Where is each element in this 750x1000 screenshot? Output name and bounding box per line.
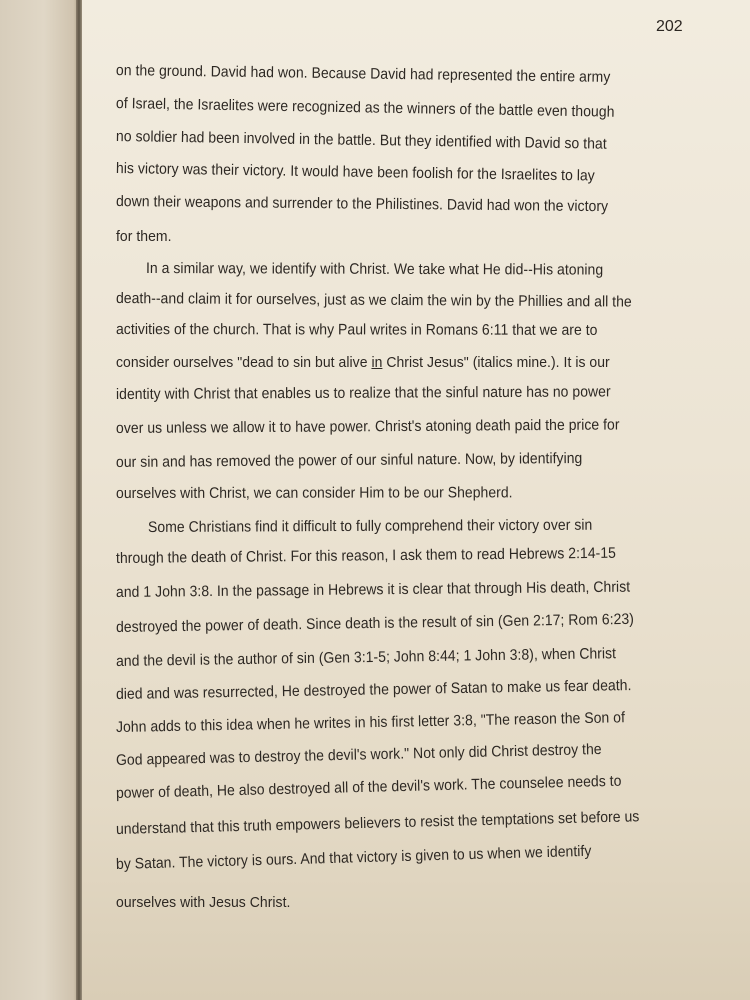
text-segment: Christ Jesus" (italics mine.). It is our — [382, 354, 610, 371]
text-line: and the devil is the author of sin (Gen 3:1-5; John 8:44; 1 John 3:8), when Christ — [115, 645, 617, 670]
text-line: understand that this truth empowers believers to resist the temptations set before us — [115, 808, 640, 838]
text-line: of Israel, the Israelites were recognized as the winners of the battle even though — [115, 95, 615, 121]
text-line: identity with Christ that enables us to realize that the sinful nature has no power — [115, 383, 611, 403]
text-line: through the death of Christ. For this reason, I ask them to read Hebrews 2:14-15 — [115, 544, 617, 567]
text-line: over us unless we allow it to have power. Christ's atoning death paid the price for — [115, 416, 620, 437]
text-line: Some Christians find it difficult to fully comprehend their victory over sin — [147, 516, 593, 536]
text-line — [116, 354, 610, 371]
page-number: 202 — [656, 18, 683, 35]
text-line: died and was resurrected, He destroyed the power of Satan to make us fear death. — [115, 677, 632, 703]
text-line: by Satan. The victory is ours. And that victory is given to us when we identify — [115, 842, 592, 873]
text-segment: consider ourselves "dead to sin but alive — [116, 354, 372, 371]
text-line: our sin and has removed the power of our sinful nature. Now, by identifying — [115, 449, 583, 471]
text-line: ourselves with Christ, we can consider Him to be our Shepherd. — [115, 484, 513, 502]
text-line: God appeared was to destroy the devil's work." Not only did Christ destroy the — [115, 740, 602, 769]
text-line: John adds to this idea when he writes in his first letter 3:8, "The reason the Son of — [115, 709, 626, 736]
underlined-word: in — [371, 354, 383, 371]
text-line: for them. — [116, 228, 172, 245]
text-line: his victory was their victory. It would have been foolish for the Israelites to lay — [115, 160, 595, 185]
text-line: destroyed the power of death. Since death is the result of sin (Gen 2:17; Rom 6:23) — [115, 610, 635, 636]
text-line: activities of the church. That is why Paul writes in Romans 6:11 that we are to — [115, 321, 598, 339]
text-line: down their weapons and surrender to the Philistines. David had won the victory — [115, 193, 609, 216]
text-line: no soldier had been involved in the battle. But they identified with David so that — [115, 128, 607, 153]
text-line: ourselves with Jesus Christ. — [116, 894, 291, 911]
left-page-edge — [0, 0, 80, 1000]
text-line: on the ground. David had won. Because David had represented the entire army — [115, 62, 611, 86]
text-line: death--and claim it for ourselves, just as we claim the win by the Phillies and all the — [115, 290, 632, 311]
text-line: and 1 John 3:8. In the passage in Hebrews it is clear that through His death, Christ — [115, 578, 631, 601]
text-line: In a similar way, we identify with Christ. We take what He did--His atoning — [145, 260, 604, 279]
text-line: power of death, He also destroyed all of the devil's work. The counselee needs to — [115, 772, 622, 802]
